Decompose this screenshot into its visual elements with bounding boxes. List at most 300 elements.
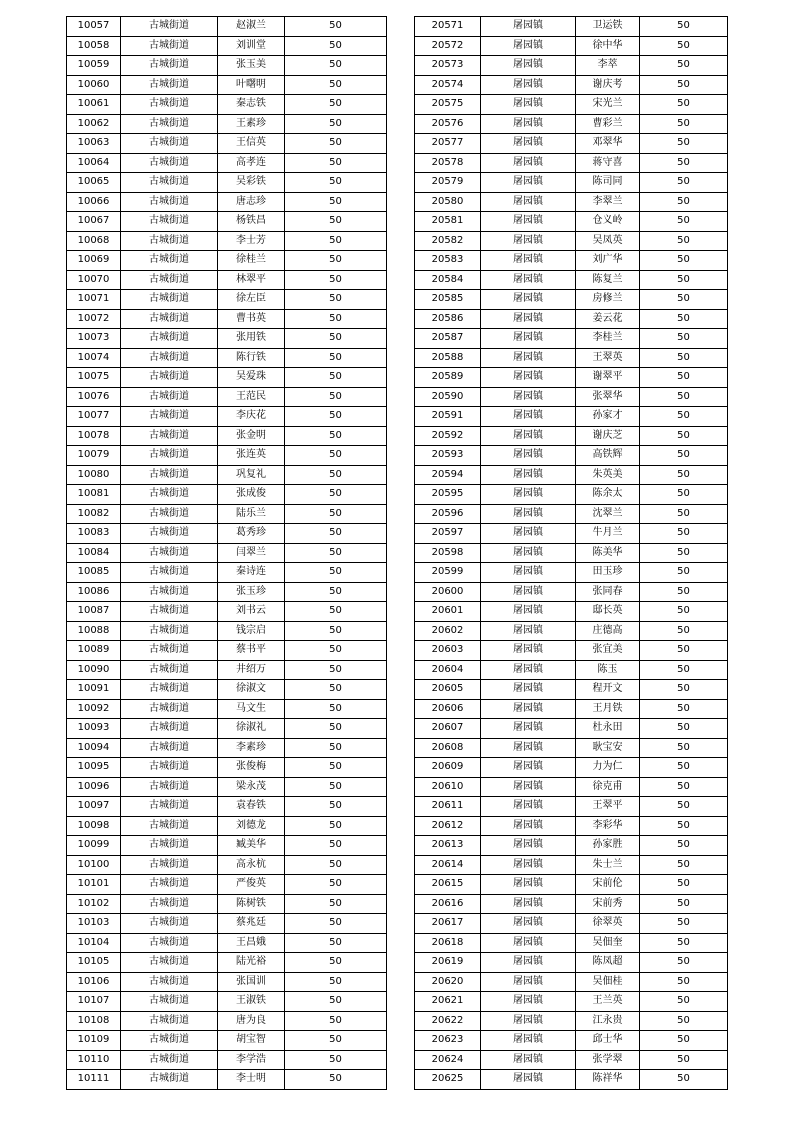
amount-cell: 50 — [285, 504, 387, 524]
name-cell: 刘书云 — [218, 602, 285, 622]
table-row — [415, 290, 728, 310]
id-cell: 20577 — [415, 134, 481, 154]
amount-cell: 50 — [285, 563, 387, 583]
table-row — [67, 621, 387, 641]
amount-cell: 50 — [285, 309, 387, 329]
name-cell: 力为仁 — [576, 758, 640, 778]
table-row — [67, 699, 387, 719]
id-cell: 20601 — [415, 602, 481, 622]
district-cell: 屠园镇 — [481, 1070, 576, 1090]
district-cell: 古城街道 — [121, 543, 218, 563]
table-row — [415, 56, 728, 76]
amount-cell: 50 — [640, 153, 728, 173]
id-cell: 10086 — [67, 582, 121, 602]
id-cell: 20600 — [415, 582, 481, 602]
amount-cell: 50 — [285, 777, 387, 797]
id-cell: 10083 — [67, 524, 121, 544]
amount-cell: 50 — [640, 114, 728, 134]
table-row — [415, 407, 728, 427]
district-cell: 古城街道 — [121, 173, 218, 193]
id-cell: 20579 — [415, 173, 481, 193]
name-cell: 田玉珍 — [576, 563, 640, 583]
amount-cell: 50 — [285, 602, 387, 622]
name-cell: 吴彩铁 — [218, 173, 285, 193]
table-row — [415, 446, 728, 466]
amount-cell: 50 — [285, 426, 387, 446]
district-cell: 古城街道 — [121, 231, 218, 251]
name-cell: 高孝连 — [218, 153, 285, 173]
amount-cell: 50 — [640, 855, 728, 875]
id-cell: 10070 — [67, 270, 121, 290]
id-cell: 10087 — [67, 602, 121, 622]
table-row — [67, 270, 387, 290]
table-row — [415, 173, 728, 193]
name-cell: 宋光兰 — [576, 95, 640, 115]
table-row — [67, 758, 387, 778]
id-cell: 10101 — [67, 875, 121, 895]
id-cell: 20586 — [415, 309, 481, 329]
table-row — [67, 153, 387, 173]
id-cell: 20583 — [415, 251, 481, 271]
name-cell: 刘训堂 — [218, 36, 285, 56]
name-cell: 张金明 — [218, 426, 285, 446]
district-cell: 屠园镇 — [481, 153, 576, 173]
district-cell: 屠园镇 — [481, 1050, 576, 1070]
name-cell: 张学翠 — [576, 1050, 640, 1070]
district-cell: 古城街道 — [121, 602, 218, 622]
table-row — [415, 387, 728, 407]
name-cell: 张俊梅 — [218, 758, 285, 778]
district-cell: 古城街道 — [121, 855, 218, 875]
name-cell: 林翠平 — [218, 270, 285, 290]
name-cell: 秦诗连 — [218, 563, 285, 583]
table-row — [67, 816, 387, 836]
name-cell: 陈余太 — [576, 485, 640, 505]
id-cell: 20598 — [415, 543, 481, 563]
table-row — [415, 972, 728, 992]
district-cell: 屠园镇 — [481, 972, 576, 992]
amount-cell: 50 — [285, 446, 387, 466]
table-row — [415, 680, 728, 700]
table-row — [415, 153, 728, 173]
district-cell: 古城街道 — [121, 933, 218, 953]
name-cell: 邓翠华 — [576, 134, 640, 154]
table-row — [415, 699, 728, 719]
name-cell: 张宜美 — [576, 641, 640, 661]
table-row — [67, 348, 387, 368]
district-cell: 屠园镇 — [481, 563, 576, 583]
amount-cell: 50 — [640, 582, 728, 602]
district-cell: 古城街道 — [121, 1070, 218, 1090]
district-cell: 屠园镇 — [481, 894, 576, 914]
amount-cell: 50 — [640, 699, 728, 719]
table-row — [415, 914, 728, 934]
table-row — [67, 17, 387, 37]
district-cell: 屠园镇 — [481, 1031, 576, 1051]
district-cell: 屠园镇 — [481, 212, 576, 232]
id-cell: 10064 — [67, 153, 121, 173]
district-cell: 古城街道 — [121, 309, 218, 329]
name-cell: 高永杭 — [218, 855, 285, 875]
name-cell: 宋前秀 — [576, 894, 640, 914]
table-row — [415, 621, 728, 641]
district-cell: 古城街道 — [121, 699, 218, 719]
name-cell: 徐中华 — [576, 36, 640, 56]
district-cell: 古城街道 — [121, 894, 218, 914]
amount-cell: 50 — [285, 348, 387, 368]
name-cell: 朱士兰 — [576, 855, 640, 875]
id-cell: 10068 — [67, 231, 121, 251]
amount-cell: 50 — [285, 95, 387, 115]
district-cell: 屠园镇 — [481, 641, 576, 661]
table-row — [67, 797, 387, 817]
name-cell: 王范民 — [218, 387, 285, 407]
id-cell: 10082 — [67, 504, 121, 524]
id-cell: 20620 — [415, 972, 481, 992]
id-cell: 10066 — [67, 192, 121, 212]
district-cell: 屠园镇 — [481, 251, 576, 271]
name-cell: 马文生 — [218, 699, 285, 719]
name-cell: 杜永田 — [576, 719, 640, 739]
id-cell: 20619 — [415, 953, 481, 973]
id-cell: 20590 — [415, 387, 481, 407]
name-cell: 张翠华 — [576, 387, 640, 407]
name-cell: 江永贵 — [576, 1011, 640, 1031]
table-row — [67, 992, 387, 1012]
id-cell: 20604 — [415, 660, 481, 680]
id-cell: 20610 — [415, 777, 481, 797]
name-cell: 谢庆考 — [576, 75, 640, 95]
district-cell: 古城街道 — [121, 758, 218, 778]
roster-table-left — [66, 16, 387, 1090]
id-cell: 10079 — [67, 446, 121, 466]
amount-cell: 50 — [640, 426, 728, 446]
name-cell: 李桂兰 — [576, 329, 640, 349]
id-cell: 10100 — [67, 855, 121, 875]
id-cell: 10103 — [67, 914, 121, 934]
table-row — [415, 251, 728, 271]
name-cell: 沈翠兰 — [576, 504, 640, 524]
name-cell: 王素珍 — [218, 114, 285, 134]
table-row — [67, 290, 387, 310]
amount-cell: 50 — [640, 212, 728, 232]
amount-cell: 50 — [285, 875, 387, 895]
district-cell: 屠园镇 — [481, 426, 576, 446]
amount-cell: 50 — [640, 348, 728, 368]
name-cell: 李萃 — [576, 56, 640, 76]
table-row — [67, 329, 387, 349]
table-row — [415, 719, 728, 739]
amount-cell: 50 — [640, 1011, 728, 1031]
table-row — [415, 797, 728, 817]
amount-cell: 50 — [640, 641, 728, 661]
amount-cell: 50 — [640, 368, 728, 388]
table-row — [415, 582, 728, 602]
id-cell: 10091 — [67, 680, 121, 700]
id-cell: 20602 — [415, 621, 481, 641]
district-cell: 古城街道 — [121, 1011, 218, 1031]
amount-cell: 50 — [640, 621, 728, 641]
district-cell: 古城街道 — [121, 992, 218, 1012]
district-cell: 屠园镇 — [481, 114, 576, 134]
table-row — [415, 114, 728, 134]
name-cell: 徐淑礼 — [218, 719, 285, 739]
district-cell: 屠园镇 — [481, 17, 576, 37]
id-cell: 10080 — [67, 465, 121, 485]
name-cell: 陈复兰 — [576, 270, 640, 290]
amount-cell: 50 — [640, 1050, 728, 1070]
district-cell: 屠园镇 — [481, 1011, 576, 1031]
id-cell: 10067 — [67, 212, 121, 232]
table-row — [67, 953, 387, 973]
table-row — [415, 329, 728, 349]
name-cell: 孙家才 — [576, 407, 640, 427]
district-cell: 古城街道 — [121, 192, 218, 212]
name-cell: 胡宝智 — [218, 1031, 285, 1051]
table-row — [67, 426, 387, 446]
table-row — [67, 134, 387, 154]
district-cell: 屠园镇 — [481, 680, 576, 700]
district-cell: 屠园镇 — [481, 231, 576, 251]
district-cell: 古城街道 — [121, 582, 218, 602]
amount-cell: 50 — [285, 738, 387, 758]
amount-cell: 50 — [285, 329, 387, 349]
district-cell: 屠园镇 — [481, 758, 576, 778]
amount-cell: 50 — [285, 153, 387, 173]
name-cell: 李学浩 — [218, 1050, 285, 1070]
id-cell: 10097 — [67, 797, 121, 817]
name-cell: 庄德高 — [576, 621, 640, 641]
id-cell: 20573 — [415, 56, 481, 76]
table-row — [415, 816, 728, 836]
district-cell: 屠园镇 — [481, 56, 576, 76]
name-cell: 陈树铁 — [218, 894, 285, 914]
amount-cell: 50 — [285, 719, 387, 739]
id-cell: 10104 — [67, 933, 121, 953]
id-cell: 10088 — [67, 621, 121, 641]
id-cell: 20606 — [415, 699, 481, 719]
amount-cell: 50 — [640, 309, 728, 329]
table-row — [415, 660, 728, 680]
table-row — [67, 894, 387, 914]
name-cell: 徐克甫 — [576, 777, 640, 797]
name-cell: 徐左臣 — [218, 290, 285, 310]
name-cell: 蔡书平 — [218, 641, 285, 661]
table-row — [67, 387, 387, 407]
table-row — [67, 933, 387, 953]
table-row — [415, 738, 728, 758]
amount-cell: 50 — [285, 699, 387, 719]
table-row — [67, 875, 387, 895]
district-cell: 古城街道 — [121, 114, 218, 134]
table-row — [67, 543, 387, 563]
name-cell: 张国训 — [218, 972, 285, 992]
table-row — [415, 75, 728, 95]
name-cell: 唐为良 — [218, 1011, 285, 1031]
table-row — [67, 465, 387, 485]
table-row — [415, 641, 728, 661]
name-cell: 叶曙明 — [218, 75, 285, 95]
table-row — [67, 680, 387, 700]
district-cell: 古城街道 — [121, 836, 218, 856]
id-cell: 10072 — [67, 309, 121, 329]
district-cell: 古城街道 — [121, 641, 218, 661]
amount-cell: 50 — [285, 251, 387, 271]
id-cell: 20581 — [415, 212, 481, 232]
name-cell: 耿宝安 — [576, 738, 640, 758]
district-cell: 古城街道 — [121, 387, 218, 407]
district-cell: 古城街道 — [121, 816, 218, 836]
name-cell: 牛月兰 — [576, 524, 640, 544]
table-row — [415, 1011, 728, 1031]
id-cell: 20603 — [415, 641, 481, 661]
name-cell: 宋前伦 — [576, 875, 640, 895]
table-row — [415, 95, 728, 115]
district-cell: 古城街道 — [121, 290, 218, 310]
district-cell: 屠园镇 — [481, 348, 576, 368]
district-cell: 屠园镇 — [481, 504, 576, 524]
district-cell: 屠园镇 — [481, 75, 576, 95]
district-cell: 古城街道 — [121, 407, 218, 427]
amount-cell: 50 — [640, 602, 728, 622]
name-cell: 吴凤英 — [576, 231, 640, 251]
amount-cell: 50 — [285, 914, 387, 934]
amount-cell: 50 — [285, 797, 387, 817]
district-cell: 屠园镇 — [481, 855, 576, 875]
amount-cell: 50 — [640, 251, 728, 271]
id-cell: 20612 — [415, 816, 481, 836]
amount-cell: 50 — [640, 446, 728, 466]
table-row — [415, 309, 728, 329]
name-cell: 严俊英 — [218, 875, 285, 895]
district-cell: 屠园镇 — [481, 329, 576, 349]
name-cell: 李庆花 — [218, 407, 285, 427]
name-cell: 张同春 — [576, 582, 640, 602]
id-cell: 10092 — [67, 699, 121, 719]
amount-cell: 50 — [285, 290, 387, 310]
table-row — [67, 368, 387, 388]
name-cell: 邸长英 — [576, 602, 640, 622]
name-cell: 袁春铁 — [218, 797, 285, 817]
id-cell: 10106 — [67, 972, 121, 992]
name-cell: 李士芳 — [218, 231, 285, 251]
table-row — [67, 1031, 387, 1051]
id-cell: 20617 — [415, 914, 481, 934]
district-cell: 屠园镇 — [481, 719, 576, 739]
table-row — [67, 1050, 387, 1070]
district-cell: 古城街道 — [121, 738, 218, 758]
district-cell: 古城街道 — [121, 1031, 218, 1051]
table-row — [415, 36, 728, 56]
id-cell: 10093 — [67, 719, 121, 739]
id-cell: 20605 — [415, 680, 481, 700]
amount-cell: 50 — [285, 465, 387, 485]
id-cell: 20591 — [415, 407, 481, 427]
amount-cell: 50 — [640, 17, 728, 37]
amount-cell: 50 — [285, 173, 387, 193]
table-row — [67, 56, 387, 76]
amount-cell: 50 — [640, 933, 728, 953]
district-cell: 屠园镇 — [481, 368, 576, 388]
district-cell: 古城街道 — [121, 212, 218, 232]
district-cell: 古城街道 — [121, 134, 218, 154]
amount-cell: 50 — [285, 953, 387, 973]
table-row — [67, 582, 387, 602]
id-cell: 20607 — [415, 719, 481, 739]
amount-cell: 50 — [285, 1050, 387, 1070]
district-cell: 古城街道 — [121, 75, 218, 95]
name-cell: 秦志铁 — [218, 95, 285, 115]
district-cell: 古城街道 — [121, 719, 218, 739]
table-row — [415, 485, 728, 505]
district-cell: 屠园镇 — [481, 660, 576, 680]
name-cell: 王翠平 — [576, 797, 640, 817]
amount-cell: 50 — [285, 972, 387, 992]
name-cell: 葛秀珍 — [218, 524, 285, 544]
table-row — [415, 602, 728, 622]
amount-cell: 50 — [285, 816, 387, 836]
name-cell: 陈玉 — [576, 660, 640, 680]
id-cell: 20613 — [415, 836, 481, 856]
district-cell: 屠园镇 — [481, 699, 576, 719]
id-cell: 20608 — [415, 738, 481, 758]
name-cell: 陈凤超 — [576, 953, 640, 973]
id-cell: 20578 — [415, 153, 481, 173]
name-cell: 陈行铁 — [218, 348, 285, 368]
table-row — [415, 348, 728, 368]
name-cell: 蔡兆廷 — [218, 914, 285, 934]
table-row — [415, 231, 728, 251]
amount-cell: 50 — [285, 1031, 387, 1051]
amount-cell: 50 — [640, 407, 728, 427]
district-cell: 屠园镇 — [481, 797, 576, 817]
id-cell: 20594 — [415, 465, 481, 485]
table-row — [67, 504, 387, 524]
table-row — [415, 758, 728, 778]
roster-table-right — [414, 16, 728, 1090]
amount-cell: 50 — [640, 777, 728, 797]
name-cell: 程开文 — [576, 680, 640, 700]
name-cell: 巩复礼 — [218, 465, 285, 485]
id-cell: 10062 — [67, 114, 121, 134]
table-row — [415, 855, 728, 875]
district-cell: 古城街道 — [121, 972, 218, 992]
district-cell: 屠园镇 — [481, 36, 576, 56]
district-cell: 古城街道 — [121, 251, 218, 271]
name-cell: 徐翠英 — [576, 914, 640, 934]
amount-cell: 50 — [640, 56, 728, 76]
amount-cell: 50 — [640, 192, 728, 212]
id-cell: 10071 — [67, 290, 121, 310]
district-cell: 古城街道 — [121, 95, 218, 115]
id-cell: 20618 — [415, 933, 481, 953]
amount-cell: 50 — [640, 504, 728, 524]
amount-cell: 50 — [285, 524, 387, 544]
amount-cell: 50 — [285, 582, 387, 602]
name-cell: 王昌娥 — [218, 933, 285, 953]
id-cell: 20597 — [415, 524, 481, 544]
id-cell: 10107 — [67, 992, 121, 1012]
district-cell: 古城街道 — [121, 777, 218, 797]
district-cell: 古城街道 — [121, 1050, 218, 1070]
amount-cell: 50 — [640, 972, 728, 992]
amount-cell: 50 — [285, 855, 387, 875]
id-cell: 10061 — [67, 95, 121, 115]
amount-cell: 50 — [640, 36, 728, 56]
amount-cell: 50 — [285, 621, 387, 641]
name-cell: 刘德龙 — [218, 816, 285, 836]
district-cell: 屠园镇 — [481, 992, 576, 1012]
